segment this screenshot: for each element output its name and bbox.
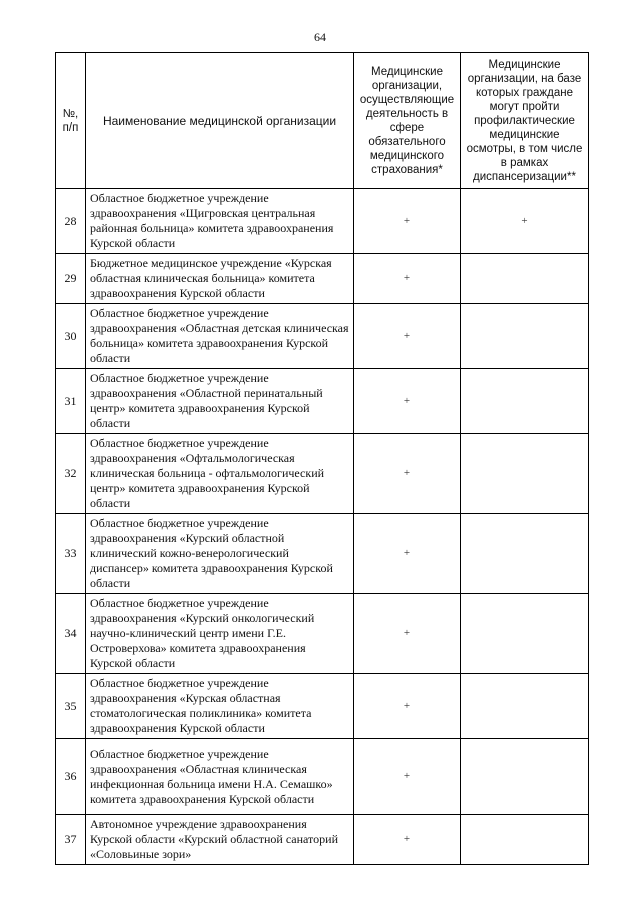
header-name: Наименование медицинской организации [86,53,354,189]
row-name: Областное бюджетное учреждение здравоохранения «Областная клиническая инфекционная больница имени Н.А. Семашко» комитета здравоохранения Курской области [86,739,354,815]
row-prof-mark [461,514,589,594]
table-row [56,815,589,865]
table-row [56,304,589,369]
medical-organizations-table [55,52,589,865]
row-num: 34 [56,594,86,674]
row-oms-mark: + [354,514,461,594]
row-num: 29 [56,254,86,304]
row-prof-mark [461,815,589,865]
row-name: Автономное учреждение здравоохранения Курской области «Курский областной санаторий «Соловьиные зори» [86,815,354,865]
table-row [56,434,589,514]
row-prof-mark [461,304,589,369]
table-row [56,254,589,304]
row-prof-mark: + [461,189,589,254]
table-header-row [56,53,589,189]
row-prof-mark [461,674,589,739]
row-name: Областное бюджетное учреждение здравоохранения «Областной перинатальный центр» комитета здравоохранения Курской области [86,369,354,434]
row-name: Бюджетное медицинское учреждение «Курская областная клиническая больница» комитета здравоохранения Курской области [86,254,354,304]
table-row [56,514,589,594]
table-row [56,674,589,739]
row-oms-mark: + [354,434,461,514]
row-num: 28 [56,189,86,254]
row-num: 31 [56,369,86,434]
row-oms-mark: + [354,674,461,739]
header-oms: Медицинские организации, осуществляющие деятельность в сфере обязательного медицинского страхования* [354,53,461,189]
header-num: №, п/п [56,53,86,189]
row-oms-mark: + [354,304,461,369]
row-num: 30 [56,304,86,369]
row-name: Областное бюджетное учреждение здравоохранения «Курский областной клинический кожно-венерологический диспансер» комитета здравоохранения Курской области [86,514,354,594]
row-num: 35 [56,674,86,739]
header-prof: Медицинские организации, на базе которых граждане могут пройти профилактические медицинские осмотры, в том числе в рамках диспансеризации** [461,53,589,189]
row-oms-mark: + [354,739,461,815]
row-num: 37 [56,815,86,865]
table-row [56,739,589,815]
row-prof-mark [461,594,589,674]
row-num: 33 [56,514,86,594]
row-oms-mark: + [354,254,461,304]
row-oms-mark: + [354,594,461,674]
row-oms-mark: + [354,815,461,865]
table-row [56,189,589,254]
row-prof-mark [461,434,589,514]
table-row [56,369,589,434]
row-prof-mark [461,369,589,434]
row-num: 36 [56,739,86,815]
row-name: Областное бюджетное учреждение здравоохранения «Курский онкологический научно-клинический центр имени Г.Е. Островерхова» комитета здравоохранения Курской области [86,594,354,674]
row-oms-mark: + [354,189,461,254]
page-number: 64 [314,30,326,44]
row-name: Областное бюджетное учреждение здравоохранения «Щигровская центральная районная больница» комитета здравоохранения Курской области [86,189,354,254]
row-num: 32 [56,434,86,514]
row-prof-mark [461,739,589,815]
table-row [56,594,589,674]
row-name: Областное бюджетное учреждение здравоохранения «Курская областная стоматологическая поликлиника» комитета здравоохранения Курской области [86,674,354,739]
row-name: Областное бюджетное учреждение здравоохранения «Офтальмологическая клиническая больница - офтальмологический центр» комитета здравоохранения Курской области [86,434,354,514]
row-oms-mark: + [354,369,461,434]
row-prof-mark [461,254,589,304]
row-name: Областное бюджетное учреждение здравоохранения «Областная детская клиническая больница» комитета здравоохранения Курской области [86,304,354,369]
